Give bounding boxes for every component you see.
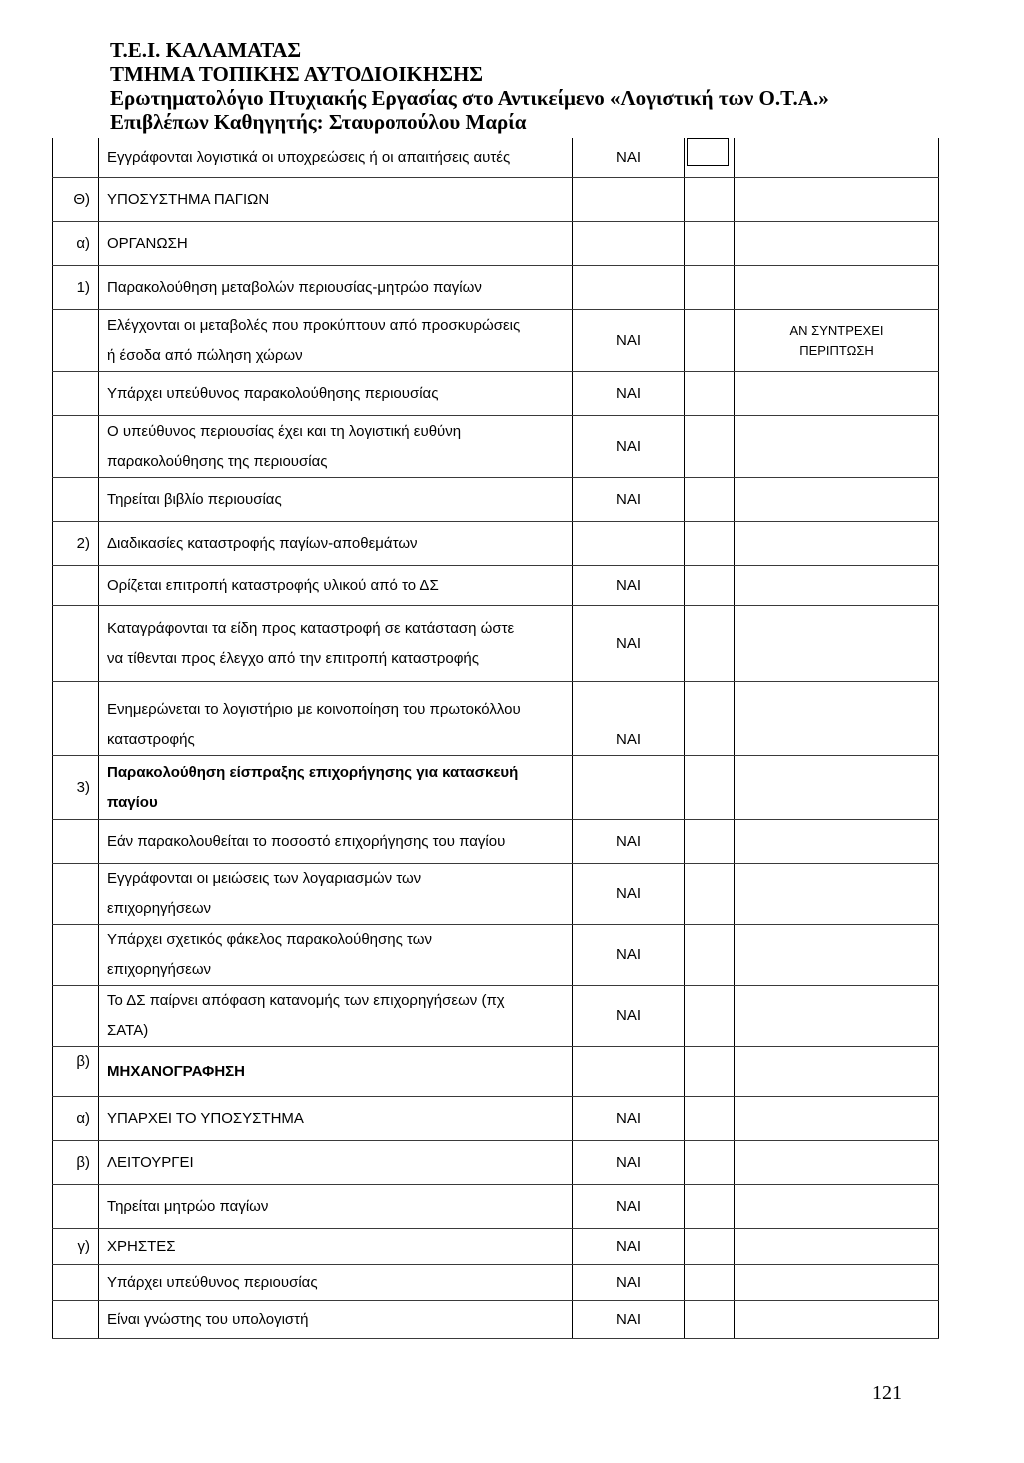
question-text: Υπάρχει υπεύθυνος περιουσίας — [99, 1265, 573, 1301]
question-text: Ορίζεται επιτροπή καταστροφής υλικού από το ΔΣ — [99, 566, 573, 606]
table-row — [53, 1229, 939, 1265]
table-row — [53, 266, 939, 310]
question-text: Τηρείται βιβλίο περιουσίας — [99, 478, 573, 522]
table-row — [53, 372, 939, 416]
questionnaire-title: Ερωτηματολόγιο Πτυχιακής Εργασίας στο Αντικείμενο «Λογιστική των Ο.Τ.Α.» — [110, 86, 829, 110]
item-title: Παρακολούθηση μεταβολών περιουσίας-μητρώο παγίων — [99, 266, 573, 310]
table-row — [53, 522, 939, 566]
item-label: 3) — [53, 756, 99, 820]
question-text: Τηρείται μητρώο παγίων — [99, 1185, 573, 1229]
item-title: Παρακολούθηση είσπραξης επιχορήγησης για κατασκευή παγίου — [99, 756, 573, 820]
question-text: Είναι γνώστης του υπολογιστή — [99, 1301, 573, 1339]
table-row — [53, 1047, 939, 1097]
table-row — [53, 1301, 939, 1339]
section-label: β) — [53, 1047, 99, 1097]
table-row — [53, 566, 939, 606]
answer-value: ΝΑΙ — [573, 1185, 685, 1229]
table-row — [53, 310, 939, 372]
table-row — [53, 606, 939, 682]
table-row — [53, 222, 939, 266]
item-title: Διαδικασίες καταστροφής παγίων-αποθεμάτων — [99, 522, 573, 566]
question-text: Καταγράφονται τα είδη προς καταστροφή σε κατάσταση ώστε να τίθενται προς έλεγχο από την επιτροπή καταστροφής — [99, 606, 573, 682]
answer-value: ΝΑΙ — [573, 372, 685, 416]
table-row — [53, 925, 939, 986]
item-label: γ) — [53, 1229, 99, 1265]
institution-name: Τ.Ε.Ι. ΚΑΛΑΜΑΤΑΣ — [110, 38, 302, 62]
question-text: Ενημερώνεται το λογιστήριο με κοινοποίηση του πρωτοκόλλου καταστροφής — [99, 682, 573, 756]
question-text: Εάν παρακολουθείται το ποσοστό επιχορήγησης του παγίου — [99, 820, 573, 864]
question-text: Το ΔΣ παίρνει απόφαση κατανομής των επιχορηγήσεων (πχ ΣΑΤΑ) — [99, 986, 573, 1047]
empty-box — [687, 138, 729, 166]
question-text: ΛΕΙΤΟΥΡΓΕΙ — [99, 1141, 573, 1185]
answer-value: ΝΑΙ — [573, 416, 685, 478]
answer-value: ΝΑΙ — [573, 1097, 685, 1141]
answer-value: ΝΑΙ — [573, 138, 685, 178]
answer-value: ΝΑΙ — [573, 1141, 685, 1185]
answer-value: ΝΑΙ — [573, 1229, 685, 1265]
question-text: Υπάρχει σχετικός φάκελος παρακολούθησης των επιχορηγήσεων — [99, 925, 573, 986]
section-label: α) — [53, 222, 99, 266]
question-text: Εγγράφονται οι μειώσεις των λογαριασμών των επιχορηγήσεων — [99, 864, 573, 925]
answer-value: ΝΑΙ — [573, 606, 685, 682]
section-label: Θ) — [53, 178, 99, 222]
table-row — [53, 178, 939, 222]
question-text: Υπάρχει υπεύθυνος παρακολούθησης περιουσίας — [99, 372, 573, 416]
item-label: 1) — [53, 266, 99, 310]
section-title: ΟΡΓΑΝΩΣΗ — [99, 222, 573, 266]
question-text: ΧΡΗΣΤΕΣ — [99, 1229, 573, 1265]
item-label: 2) — [53, 522, 99, 566]
department-name: ΤΜΗΜΑ ΤΟΠΙΚΗΣ ΑΥΤΟΔΙΟΙΚΗΣΗΣ — [110, 62, 484, 86]
question-text: Ελέγχονται οι μεταβολές που προκύπτουν από προσκυρώσεις ή έσοδα από πώληση χώρων — [99, 310, 573, 372]
question-text: ΥΠΑΡΧΕΙ ΤΟ ΥΠΟΣΥΣΤΗΜΑ — [99, 1097, 573, 1141]
page-number: 121 — [872, 1382, 902, 1404]
section-title: ΜΗΧΑΝΟΓΡΑΦΗΣΗ — [99, 1047, 573, 1097]
answer-value: ΝΑΙ — [573, 682, 685, 756]
table-row — [53, 1141, 939, 1185]
table-row — [53, 478, 939, 522]
item-label: β) — [53, 1141, 99, 1185]
question-text: Ο υπεύθυνος περιουσίας έχει και τη λογιστική ευθύνη παρακολούθησης της περιουσίας — [99, 416, 573, 478]
answer-value: ΝΑΙ — [573, 925, 685, 986]
item-label: α) — [53, 1097, 99, 1141]
answer-value: ΝΑΙ — [573, 1265, 685, 1301]
answer-value: ΝΑΙ — [573, 1301, 685, 1339]
answer-value: ΝΑΙ — [573, 478, 685, 522]
table-row — [53, 1097, 939, 1141]
section-title: ΥΠΟΣΥΣΤΗΜΑ ΠΑΓΙΩΝ — [99, 178, 573, 222]
supervisor-line: Επιβλέπων Καθηγητής: Σταυροπούλου Μαρία — [110, 110, 527, 134]
table-row — [53, 756, 939, 820]
answer-value: ΝΑΙ — [573, 986, 685, 1047]
table-row — [53, 416, 939, 478]
answer-value: ΝΑΙ — [573, 864, 685, 925]
table-row — [53, 864, 939, 925]
table-row — [53, 682, 939, 756]
answer-value: ΝΑΙ — [573, 310, 685, 372]
questionnaire-table — [52, 138, 939, 1339]
answer-value: ΝΑΙ — [573, 820, 685, 864]
table-row — [53, 820, 939, 864]
table-row — [53, 1185, 939, 1229]
note-cell: ΑΝ ΣΥΝΤΡΕΧΕΙ ΠΕΡΙΠΤΩΣΗ — [735, 310, 939, 372]
table-row — [53, 138, 939, 178]
table-row — [53, 1265, 939, 1301]
table-row — [53, 986, 939, 1047]
answer-value: ΝΑΙ — [573, 566, 685, 606]
question-text: Εγγράφονται λογιστικά οι υποχρεώσεις ή οι απαιτήσεις αυτές — [99, 138, 573, 178]
document-header — [110, 38, 990, 134]
